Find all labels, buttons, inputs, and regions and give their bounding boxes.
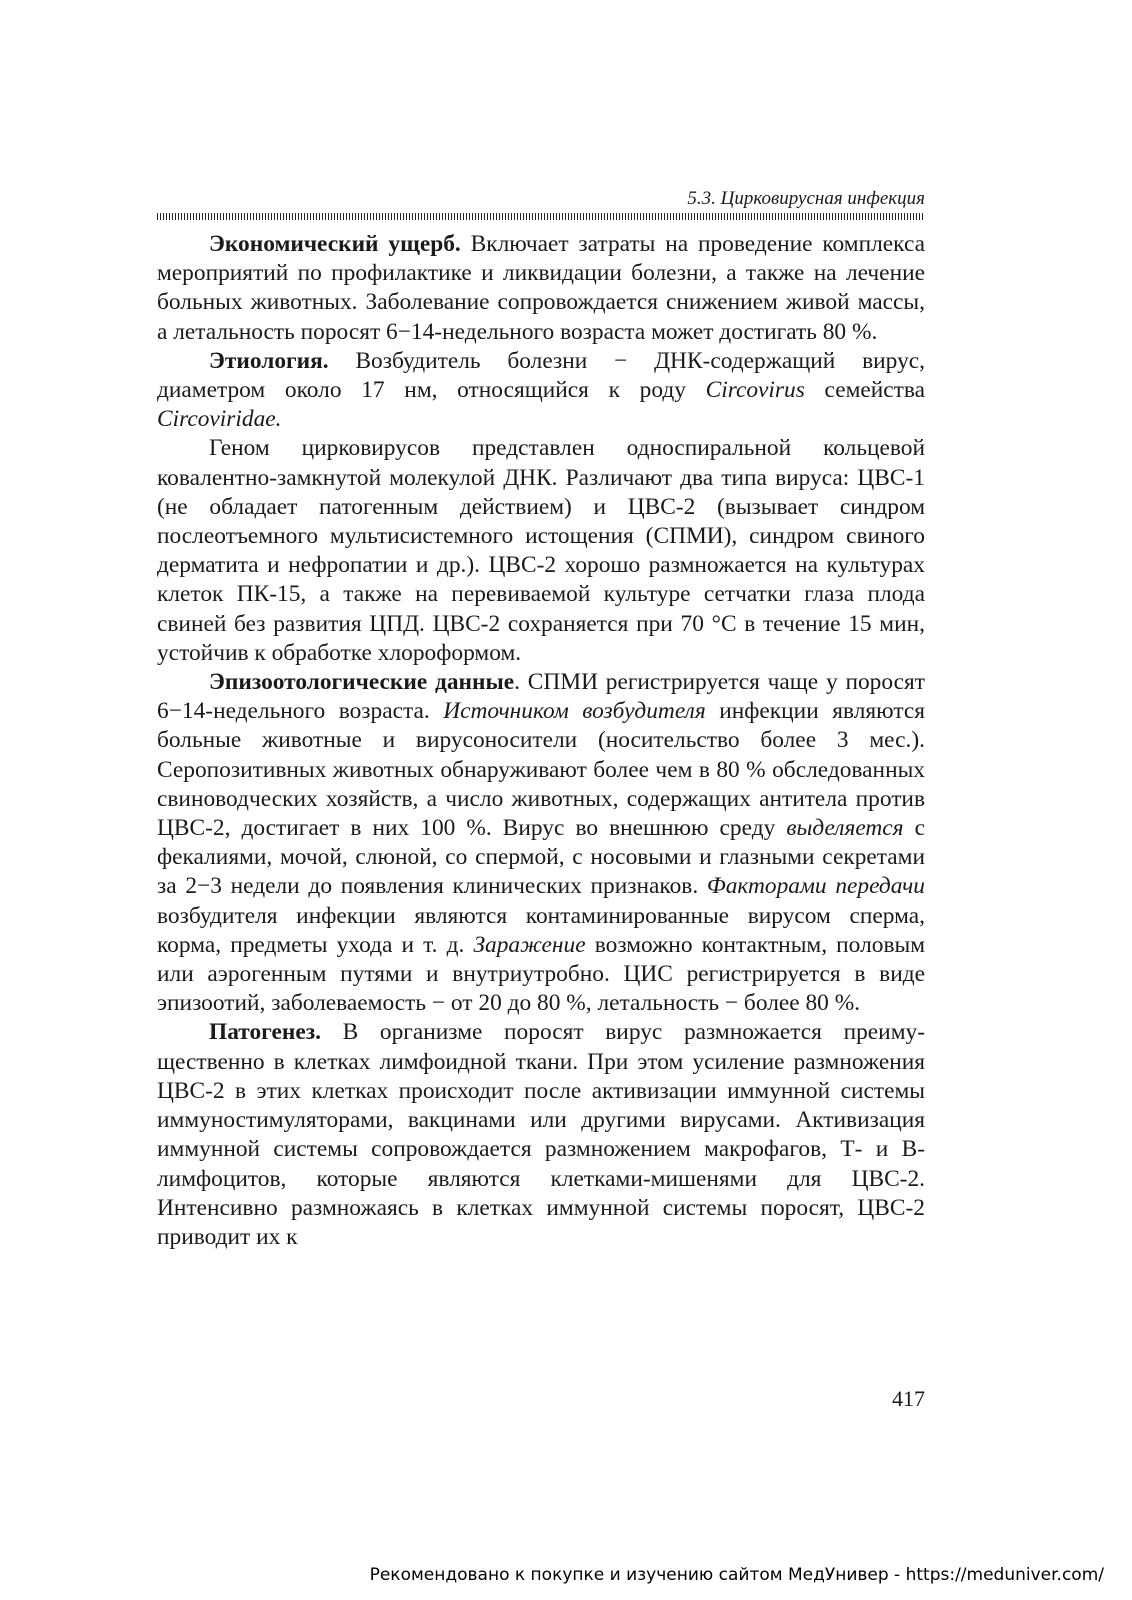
body-text xyxy=(157,230,925,1252)
text-run: Включает затраты на проведение комплекса мероприятий по профилактике и ликвидации болезни, а также на лечение больных животных. Заболевание сопровождается снижением живой массы, а летальность поросят 6−14-недельного возраста может достигать 80 %. xyxy=(157,231,926,345)
paragraph xyxy=(157,668,925,1018)
text-run: возможно контактным, половым или аэрогенным путями и внутриутробно. ЦИС регистрируется в виде эпизоотий, заболеваемость − от 20 до 80 %, летальность − более 80 %. xyxy=(157,931,926,1017)
bold-heading: Этиология. xyxy=(209,347,329,374)
text-run: семейства xyxy=(804,377,926,404)
footer-recommendation: Рекомендовано к покупке и изучению сайтом МедУнивер - https://meduniver.com/ xyxy=(369,1565,1104,1585)
paragraph xyxy=(157,1018,925,1252)
text-run: В организме поросят вирус размножается преимущественно в клетках лимфоидной ткани. При этом усиление размножения ЦВС-2 в этих клетках происходит после активизации иммунной системы иммуностимуляторами, вакцинами или другими вирусами. Активизация иммунной системы сопровождается размножением макрофагов, Т- и В-лимфоцитов, которые являются клетками-мишенями для ЦВС-2. Интенсивно размножаясь в клетках иммунной системы поросят, ЦВС-2 приводит их к xyxy=(157,1019,925,1250)
text-run: Возбудитель болезни − ДНК-содержащий вирус, диаметром около 17 нм, относящийся к роду xyxy=(157,347,925,404)
running-head: 5.3. Цирковирусная инфекция xyxy=(687,188,925,209)
bold-heading: Патогенез. xyxy=(209,1019,321,1046)
italic-term: Circoviridae. xyxy=(157,406,282,433)
paragraph xyxy=(157,434,925,668)
italic-term: Circovirus xyxy=(705,377,805,404)
text-run: инфекции являются больные животные и вирусоносители (носительство более 3 мес.). Серопозитивных животных обнаруживают более чем в 80 % обследованных свиноводческих хозяйств, а число животных, содержащих антитела против ЦВС-2, достигает в них 100 %. Вирус во внешнюю среду xyxy=(157,698,925,842)
bold-heading: Эпизоотологические данные xyxy=(209,669,515,696)
italic-term: Заражение xyxy=(473,931,586,958)
header-rule xyxy=(157,213,925,220)
italic-term: Факторами передачи xyxy=(706,873,925,900)
text-run: Геном цирковирусов представлен односпиральной кольцевой ковалентно-замкнутой молекулой ДНК. Различают два типа вируса: ЦВС-1 (не обладает патогенным действием) и ЦВС-2 (вызывает синдром послеотъемного мультисистемного истощения (СПМИ), синдром свиного дерматита и нефропатии и др.). ЦВС-2 хорошо размножается на культурах клеток ПК-15, а также на перевиваемой культуре сетчатки глаза плода свиней без развития ЦПД. ЦВС-2 сохраняется при 70 °С в течение 15 мин, устойчив к обработке хлороформом. xyxy=(157,435,925,666)
text-run: . СПМИ регистрируется чаще у поросят 6−14-недельного возраста. xyxy=(157,669,925,725)
italic-term: Источником возбудителя xyxy=(443,698,706,725)
paragraph xyxy=(157,347,925,435)
text-run: с фекалиями, мочой, слюной, со спермой, с носовыми и глазными секретами за 2−3 недели до появления клинических признаков. xyxy=(157,815,925,900)
paragraph xyxy=(157,230,925,347)
text-run: возбудителя инфекции являются контаминированные вирусом сперма, корма, предметы ухода и т. д. xyxy=(157,902,925,958)
bold-heading: Экономический ущерб. xyxy=(209,231,461,257)
italic-term: выделяется xyxy=(786,815,904,842)
page-number: 417 xyxy=(892,1386,925,1411)
